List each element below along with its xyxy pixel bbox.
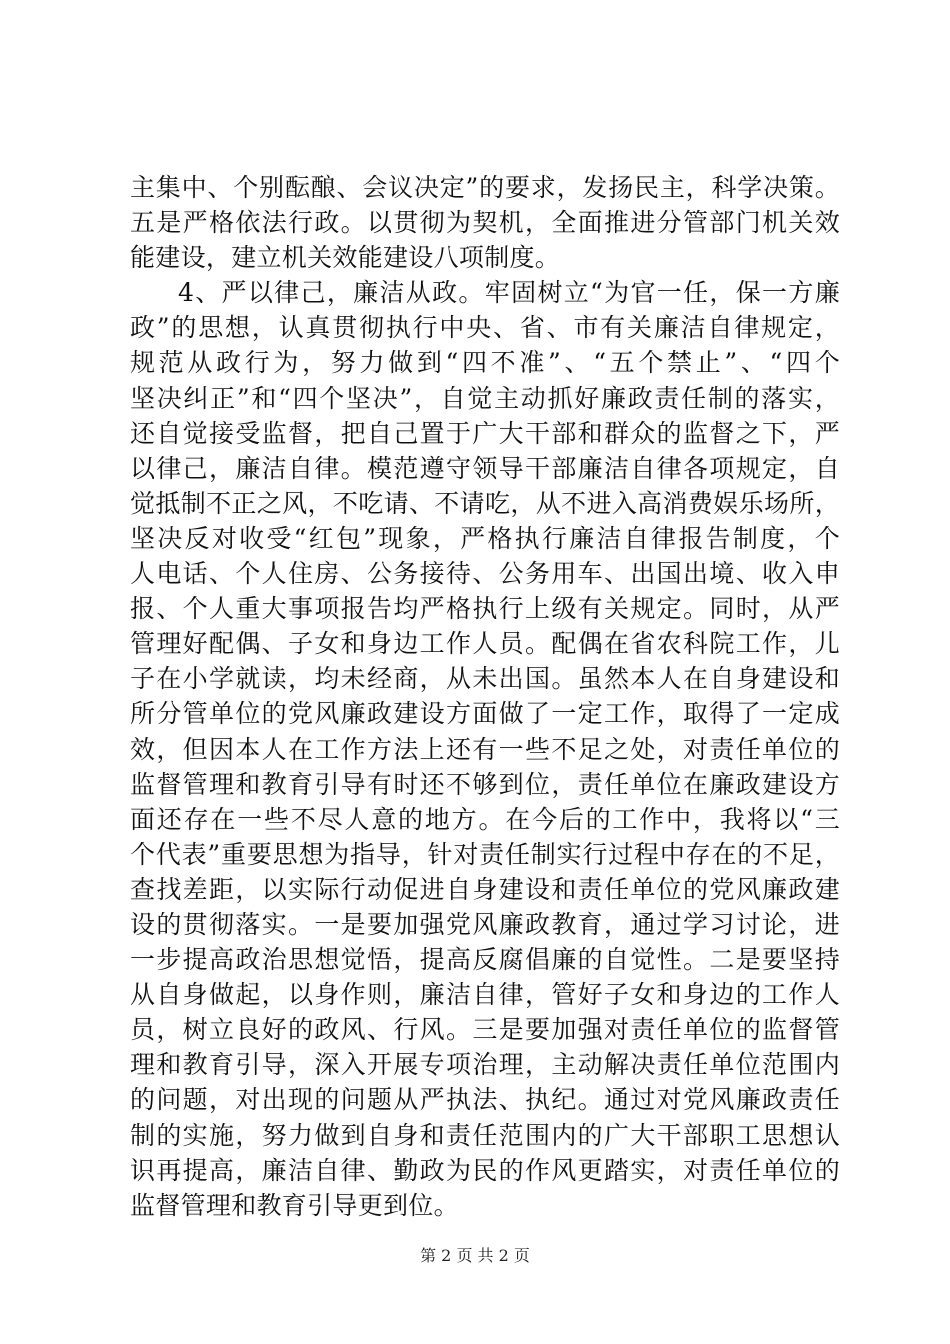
text-line: 面还存在一些不尽人意的地方。在今后的工作中，我将以“三: [130, 804, 840, 834]
text-line: 的问题，对出现的问题从严执法、执纪。通过对党风廉政责任: [130, 1085, 840, 1115]
text-line: 五是严格依法行政。以贯彻为契机，全面推进分管部门机关效: [130, 208, 840, 238]
text-line: 查找差距，以实际行动促进自身建设和责任单位的党风廉政建: [130, 874, 840, 904]
text-line: 识再提高，廉洁自律、勤政为民的作风更踏实，对责任单位的: [130, 1155, 840, 1185]
text-line: 主集中、个别酝酿、会议决定”的要求，发扬民主，科学决策。: [130, 173, 840, 202]
text-line: 子在小学就读，均未经商，从未出国。虽然本人在自身建设和: [130, 664, 840, 694]
text-line: 理和教育引导，深入开展专项治理，主动解决责任单位范围内: [130, 1050, 840, 1080]
text-line: 能建设，建立机关效能建设八项制度。: [130, 243, 561, 273]
text-line: 觉抵制不正之风，不吃请、不请吃，从不进入高消费娱乐场所，: [130, 488, 840, 518]
text-line: 监督管理和教育引导更到位。: [130, 1190, 459, 1220]
text-line: 坚决反对收受“红包”现象，严格执行廉洁自律报告制度，个: [130, 523, 840, 553]
text-line: 设的贯彻落实。一是要加强党风廉政教育，通过学习讨论，进: [130, 909, 840, 939]
text-line: 制的实施，努力做到自身和责任范围内的广大干部职工思想认: [130, 1120, 840, 1150]
text-line: 报、个人重大事项报告均严格执行上级有关规定。同时，从严: [130, 594, 840, 624]
text-line: 员，树立良好的政风、行风。三是要加强对责任单位的监督管: [130, 1015, 840, 1045]
text-line: 人电话、个人住房、公务接待、公务用车、出国出境、收入申: [130, 559, 840, 589]
text-line: 效，但因本人在工作方法上还有一些不足之处，对责任单位的: [130, 734, 840, 764]
text-line: 一步提高政治思想觉悟，提高反腐倡廉的自觉性。二是要坚持: [130, 945, 840, 975]
text-line: 以律己，廉洁自律。模范遵守领导干部廉洁自律各项规定，自: [130, 453, 840, 483]
text-line: 规范从政行为，努力做到“四不准”、“五个禁止”、“四个: [130, 348, 840, 378]
text-line: 监督管理和教育引导有时还不够到位，责任单位在廉政建设方: [130, 769, 840, 799]
paragraph-first-line: 4、严以律己，廉洁从政。牢固树立“为官一任，保一方廉: [178, 278, 840, 308]
page-number-footer: 第 2 页 共 2 页: [420, 1246, 530, 1265]
text-line: 政”的思想，认真贯彻执行中央、省、市有关廉洁自律规定，: [130, 313, 840, 343]
text-line: 所分管单位的党风廉政建设方面做了一定工作，取得了一定成: [130, 699, 840, 729]
text-line: 还自觉接受监督，把自己置于广大干部和群众的监督之下，严: [130, 418, 840, 448]
text-line: 管理好配偶、子女和身边工作人员。配偶在省农科院工作，儿: [130, 629, 840, 659]
text-line: 从自身做起，以身作则，廉洁自律，管好子女和身边的工作人: [130, 980, 840, 1010]
text-line: 个代表”重要思想为指导，针对责任制实行过程中存在的不足，: [130, 839, 840, 869]
body-text: [130, 170, 840, 1223]
text-line: 坚决纠正”和“四个坚决”，自觉主动抓好廉政责任制的落实，: [130, 383, 840, 413]
